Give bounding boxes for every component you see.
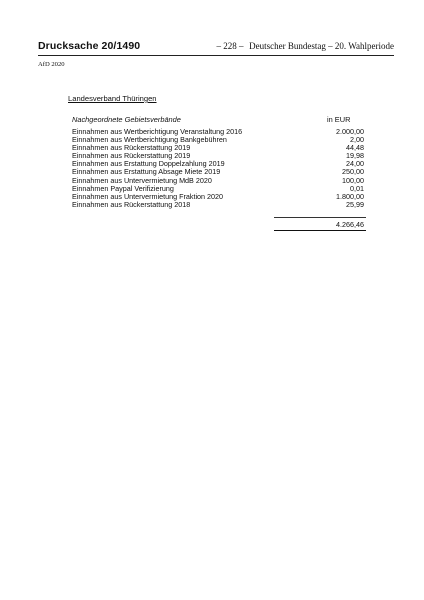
entry-description: Einnahmen aus Untervermietung Fraktion 2020 — [72, 191, 224, 201]
entry-amount: 250,00 — [342, 167, 364, 177]
entry-description: Einnahmen aus Erstattung Doppelzahlung 2019 — [72, 159, 225, 169]
sum-rule — [274, 217, 366, 218]
income-list — [72, 128, 364, 209]
entry-description: Einnahmen aus Rückerstattung 2018 — [72, 199, 191, 209]
entry-amount: 1.800,00 — [336, 191, 364, 201]
entry-amount: 24,00 — [346, 159, 364, 169]
entry-amount: 25,99 — [346, 199, 364, 209]
entry-description: Einnahmen aus Untervermietung MdB 2020 — [72, 175, 212, 185]
entry-description: Einnahmen aus Erstattung Absage Miete 2019 — [72, 167, 221, 177]
entry-description: Einnahmen aus Rückerstattung 2019 — [72, 151, 191, 161]
section-subtitle: Nachgeordnete Gebietsverbände — [72, 115, 181, 124]
section-title: Landesverband Thüringen — [68, 94, 157, 103]
entry-description: Einnahmen aus Wertberichtigung Veranstaltung 2016 — [72, 127, 243, 136]
page-header — [38, 40, 394, 56]
list-item — [72, 201, 364, 209]
entry-amount: 0,01 — [350, 183, 364, 193]
total-amount: 4.266,46 — [336, 220, 364, 229]
entry-amount: 19,98 — [346, 151, 364, 161]
header-rule — [38, 55, 394, 56]
currency-label: in EUR — [327, 115, 351, 124]
page-number: – 228 – — [216, 41, 244, 51]
entry-description: Einnahmen aus Wertberichtigung Bankgebühren — [72, 135, 227, 145]
entry-amount: 100,00 — [342, 175, 364, 185]
entry-amount: 2,00 — [350, 135, 364, 145]
publisher-label: Deutscher Bundestag – 20. Wahlperiode — [249, 41, 394, 51]
document-reference: Drucksache 20/1490 — [38, 40, 141, 52]
total-double-rule — [274, 230, 366, 231]
entry-amount: 2.000,00 — [336, 127, 364, 136]
entry-description: Einnahmen aus Rückerstattung 2019 — [72, 143, 191, 153]
party-year-label: AfD 2020 — [38, 61, 65, 68]
entry-description: Einnahmen Paypal Verifizierung — [72, 183, 174, 193]
entry-amount: 44,48 — [346, 143, 364, 153]
